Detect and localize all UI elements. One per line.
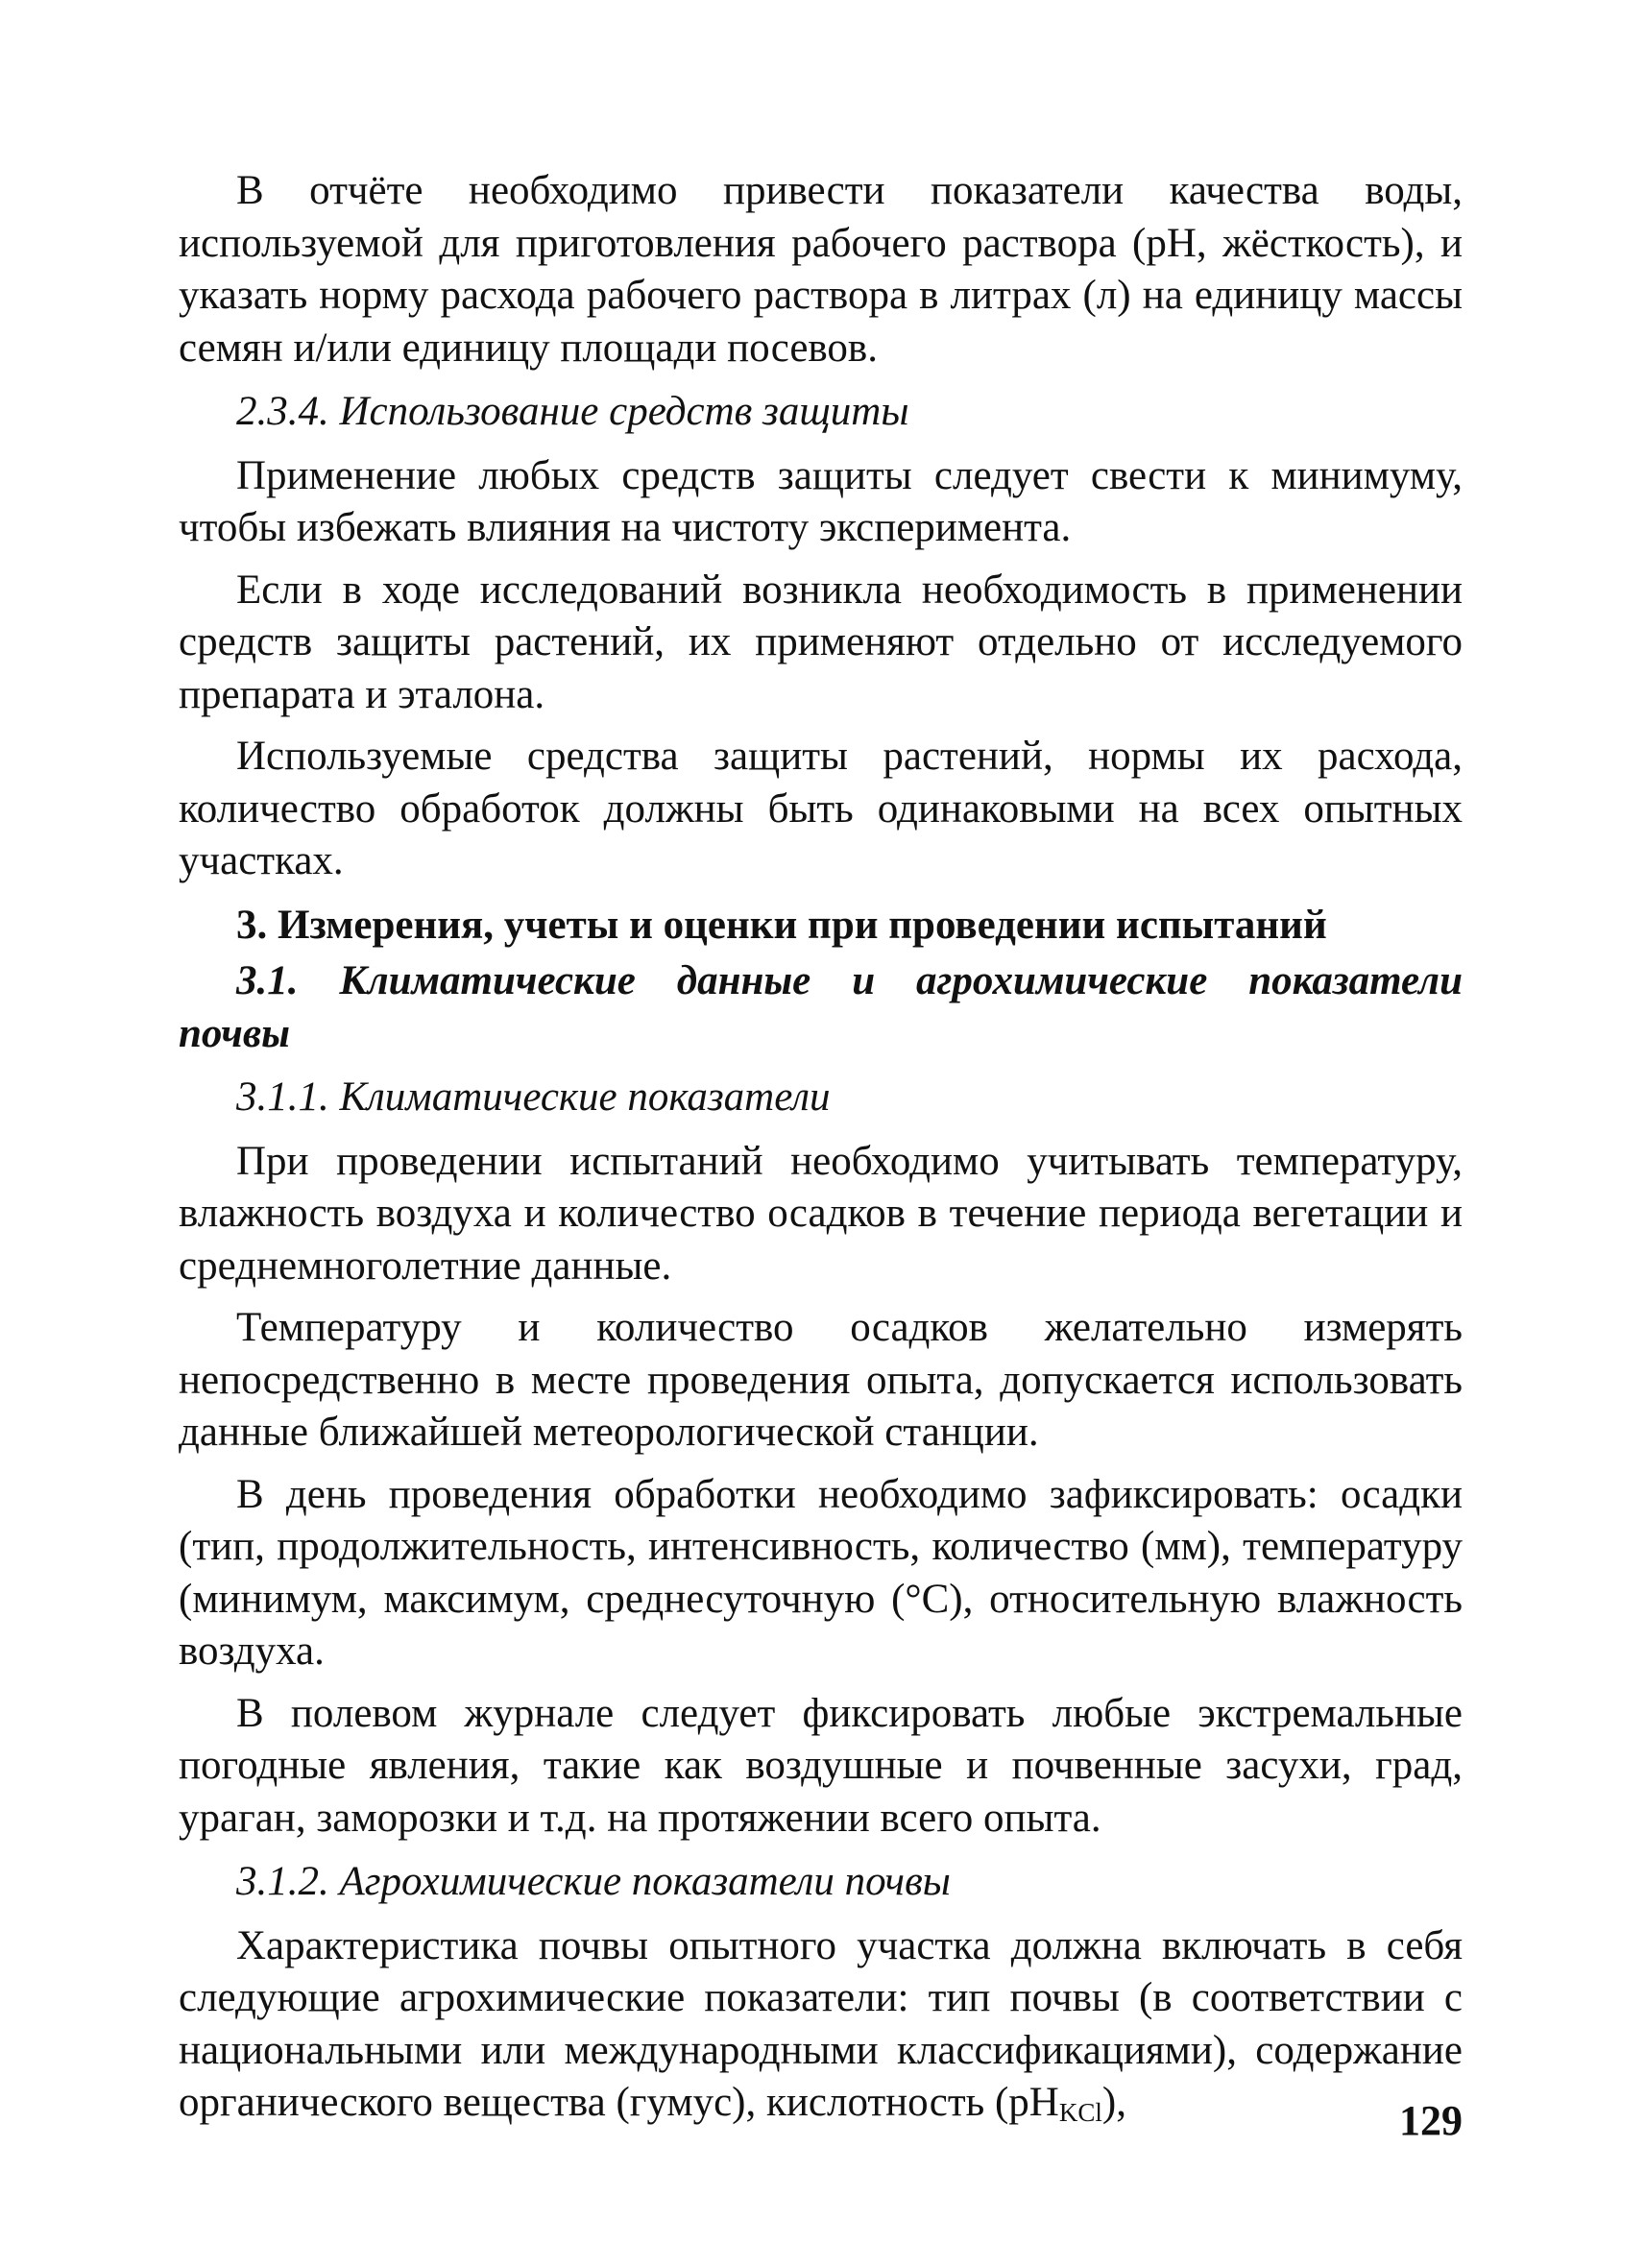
paragraph-separate-application: Если в ходе исследований возникла необходимость в применении средств защиты растений, их применяют отдельно от исследуемого препарата и эталона. [179,567,1463,717]
section-heading-3-1: 3.1. Климатические данные и агрохимические показатели почвы [179,958,1463,1056]
subheading-3-1-2: 3.1.2. Агрохимические показатели почвы [236,1859,951,1904]
subheading-3-1-1: 3.1.1. Климатические показатели [236,1074,831,1120]
page-body [179,165,1463,2130]
paragraph-soil-characteristics [179,1920,1463,2130]
paragraph-water-quality: В отчёте необходимо привести показатели качества воды, используемой для приготовления рабочего раствора (pH, жёсткость), и указать норму расхода рабочего раствора в литрах (л) на единицу массы семян и/или единицу площади посевов. [179,168,1463,371]
paragraph-field-journal: В полевом журнале следует фиксировать любые экстремальные погодные явления, такие как воздушные и почвенные засухи, град, ураган, заморозки и т.д. на протяжении всего опыта. [179,1690,1463,1841]
paragraph-minimize-protection: Применение любых средств защиты следует свести к минимуму, чтобы избежать влияния на чистоту эксперимента. [179,452,1463,550]
paragraph-treatment-day: В день проведения обработки необходимо зафиксировать: осадки (тип, продолжительность, интенсивность, количество (мм), температуру (минимум, максимум, среднесуточную (°С), относительную влажность воздуха. [179,1471,1463,1674]
page-number: 129 [1399,2097,1463,2144]
paragraph-same-norms: Используемые средства защиты растений, нормы их расхода, количество обработок должны быть одинаковыми на всех опытных участках. [179,734,1463,883]
paragraph-measurement-place: Температуру и количество осадков желательно измерять непосредственно в месте проведения опыта, допускается использовать данные ближайшей метеорологической станции. [179,1305,1463,1455]
kcl-subscript: KCl [1058,2098,1102,2127]
subheading-2-3-4: 2.3.4. Использование средств защиты [236,389,909,434]
section-heading-3: 3. Измерения, учеты и оценки при проведении испытаний [236,902,1327,948]
soil-text-end: ), [1101,2080,1126,2125]
paragraph-weather-accounting: При проведении испытаний необходимо учитывать температуру, влажность воздуха и количество осадков в течение периода вегетации и среднемноголетние данные. [179,1138,1463,1289]
soil-text: Характеристика почвы опытного участка должна включать в себя следующие агрохимические показатели: тип почвы (в соответствии с национальными или международными классификациями), содержание органического вещества (гумус), кислотность (pH [179,1922,1463,2125]
